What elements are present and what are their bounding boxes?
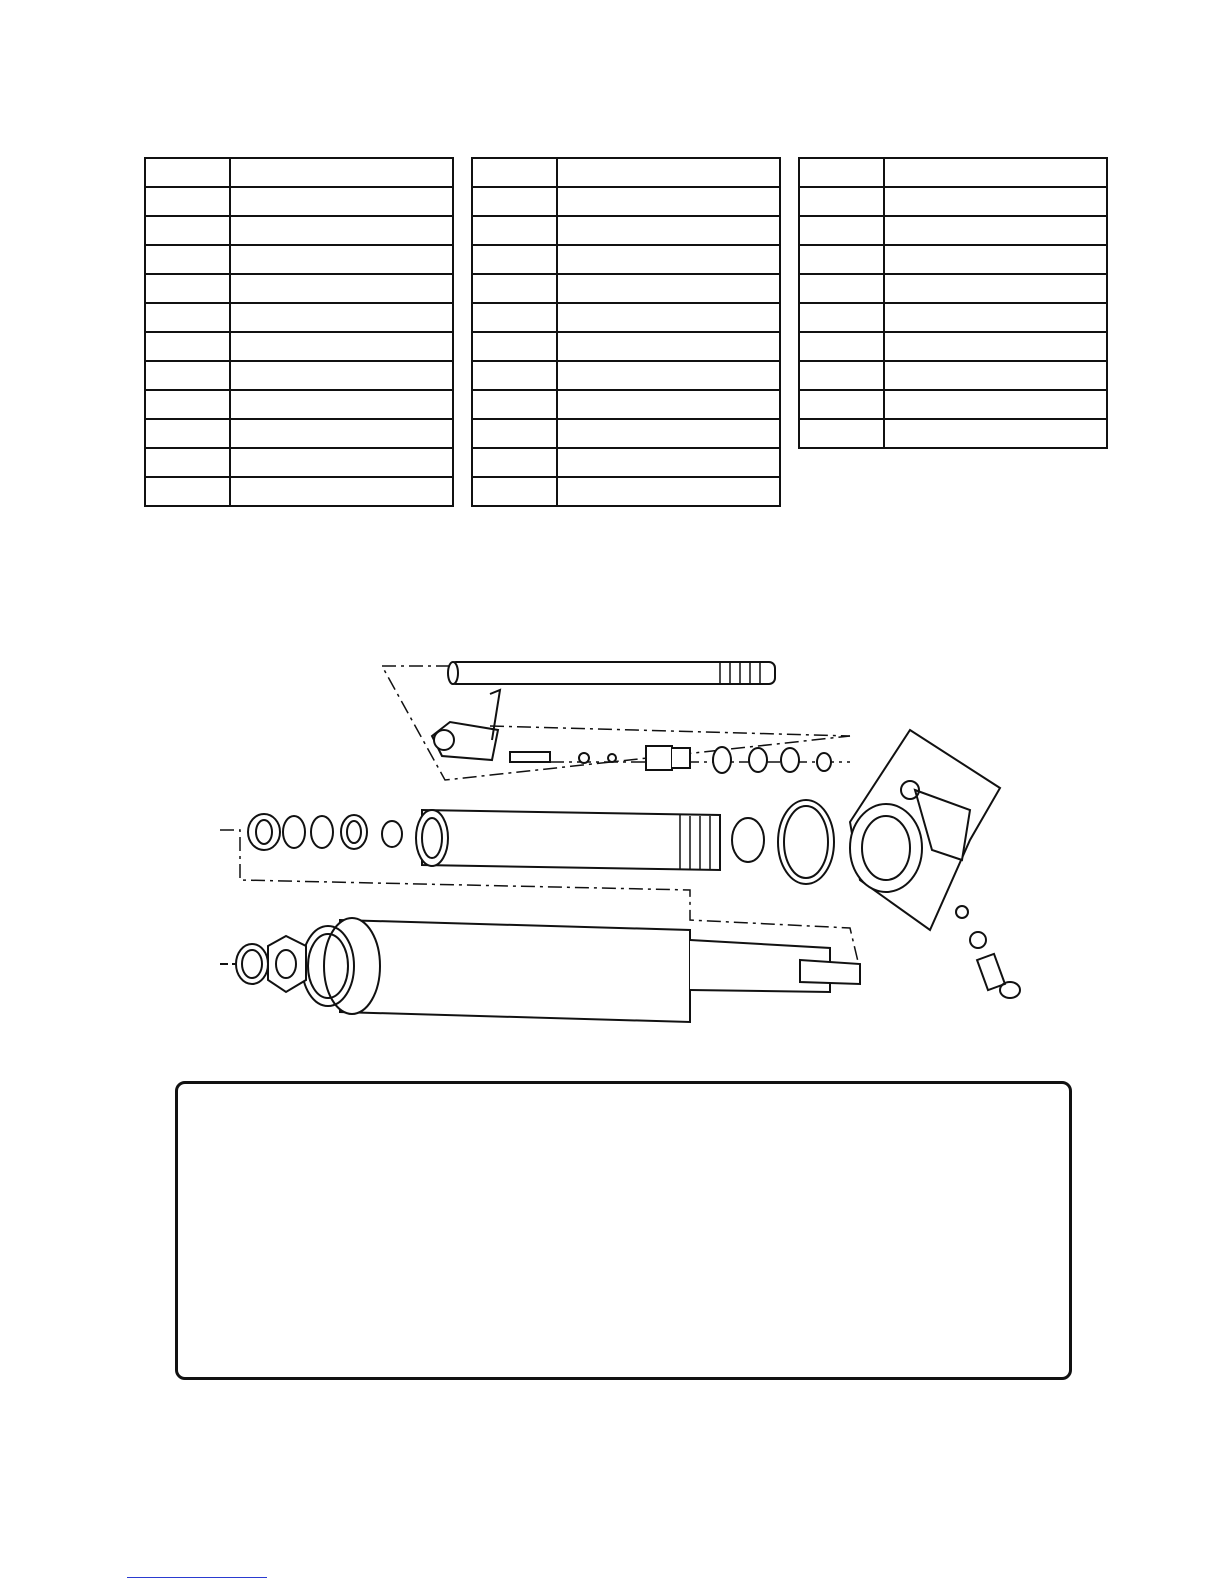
table-row — [472, 303, 780, 332]
part-description-cell — [884, 303, 1107, 332]
part-description-cell — [884, 390, 1107, 419]
parts-table-1 — [144, 157, 454, 507]
part-description-cell — [230, 274, 453, 303]
part-description-cell — [557, 158, 780, 187]
part-number-cell — [799, 274, 884, 303]
part-number-cell — [799, 216, 884, 245]
parts-table-2 — [471, 157, 781, 507]
table-row — [145, 245, 453, 274]
part-number-cell — [799, 332, 884, 361]
part-number-cell — [145, 187, 230, 216]
part-number-cell — [472, 477, 557, 506]
part-number-cell — [799, 158, 884, 187]
part-description-cell — [230, 303, 453, 332]
table-row — [472, 274, 780, 303]
table-row — [799, 332, 1107, 361]
part-number-cell — [472, 187, 557, 216]
table-row — [145, 158, 453, 187]
table-row — [799, 303, 1107, 332]
part-number-cell — [799, 390, 884, 419]
part-description-cell — [884, 274, 1107, 303]
part-number-cell — [799, 245, 884, 274]
part-description-cell — [230, 448, 453, 477]
table-row — [145, 274, 453, 303]
part-number-cell — [472, 361, 557, 390]
part-description-cell — [557, 361, 780, 390]
part-description-cell — [884, 361, 1107, 390]
table-row — [472, 477, 780, 506]
part-number-cell — [799, 187, 884, 216]
part-number-cell — [472, 448, 557, 477]
parts-table-3 — [798, 157, 1108, 449]
part-description-cell — [884, 216, 1107, 245]
part-description-cell — [884, 332, 1107, 361]
table-row — [799, 390, 1107, 419]
table-row — [799, 419, 1107, 448]
part-number-cell — [799, 361, 884, 390]
part-number-cell — [472, 216, 557, 245]
table-row — [472, 332, 780, 361]
part-number-cell — [145, 419, 230, 448]
part-description-cell — [230, 419, 453, 448]
table-row — [472, 187, 780, 216]
part-description-cell — [557, 187, 780, 216]
part-number-cell — [472, 245, 557, 274]
table-row — [145, 216, 453, 245]
part-description-cell — [230, 361, 453, 390]
handle-rod — [448, 662, 775, 684]
part-description-cell — [557, 390, 780, 419]
part-number-cell — [145, 158, 230, 187]
cylinder-tube — [416, 800, 834, 884]
part-number-cell — [145, 361, 230, 390]
table-row — [145, 187, 453, 216]
table-row — [799, 274, 1107, 303]
part-description-cell — [557, 332, 780, 361]
exploded-parts-diagram — [210, 640, 1040, 1040]
table-row — [799, 245, 1107, 274]
table-row — [472, 245, 780, 274]
part-number-cell — [799, 419, 884, 448]
part-description-cell — [884, 158, 1107, 187]
part-number-cell — [472, 332, 557, 361]
table-row — [472, 216, 780, 245]
table-row — [145, 332, 453, 361]
part-description-cell — [230, 332, 453, 361]
part-number-cell — [145, 303, 230, 332]
part-description-cell — [884, 187, 1107, 216]
part-description-cell — [884, 245, 1107, 274]
table-row — [145, 361, 453, 390]
part-number-cell — [145, 390, 230, 419]
part-description-cell — [230, 216, 453, 245]
part-number-cell — [145, 274, 230, 303]
ram-cylinder — [220, 918, 860, 1022]
table-row — [799, 361, 1107, 390]
part-number-cell — [472, 158, 557, 187]
notice-box — [175, 1081, 1072, 1380]
part-description-cell — [230, 187, 453, 216]
part-number-cell — [472, 274, 557, 303]
table-row — [799, 216, 1107, 245]
part-number-cell — [472, 303, 557, 332]
part-number-cell — [472, 390, 557, 419]
part-description-cell — [230, 158, 453, 187]
part-description-cell — [557, 448, 780, 477]
release-valve — [956, 906, 1020, 998]
table-row — [472, 361, 780, 390]
part-description-cell — [557, 477, 780, 506]
table-row — [145, 419, 453, 448]
part-description-cell — [884, 419, 1107, 448]
part-description-cell — [557, 419, 780, 448]
part-number-cell — [145, 216, 230, 245]
table-row — [799, 187, 1107, 216]
part-description-cell — [557, 303, 780, 332]
table-row — [145, 390, 453, 419]
part-number-cell — [472, 419, 557, 448]
part-number-cell — [799, 303, 884, 332]
part-description-cell — [557, 274, 780, 303]
part-description-cell — [230, 245, 453, 274]
table-row — [472, 158, 780, 187]
part-number-cell — [145, 332, 230, 361]
part-number-cell — [145, 477, 230, 506]
table-row — [472, 419, 780, 448]
table-row — [145, 477, 453, 506]
footer-rule — [127, 1577, 267, 1578]
part-description-cell — [557, 216, 780, 245]
table-row — [472, 390, 780, 419]
seal-rings — [248, 814, 402, 850]
part-description-cell — [230, 390, 453, 419]
pump-plunger-assembly — [432, 690, 831, 773]
part-description-cell — [557, 245, 780, 274]
part-number-cell — [145, 245, 230, 274]
part-number-cell — [145, 448, 230, 477]
table-row — [145, 303, 453, 332]
table-row — [472, 448, 780, 477]
table-row — [145, 448, 453, 477]
table-row — [799, 158, 1107, 187]
part-description-cell — [230, 477, 453, 506]
base-block — [850, 730, 1000, 930]
